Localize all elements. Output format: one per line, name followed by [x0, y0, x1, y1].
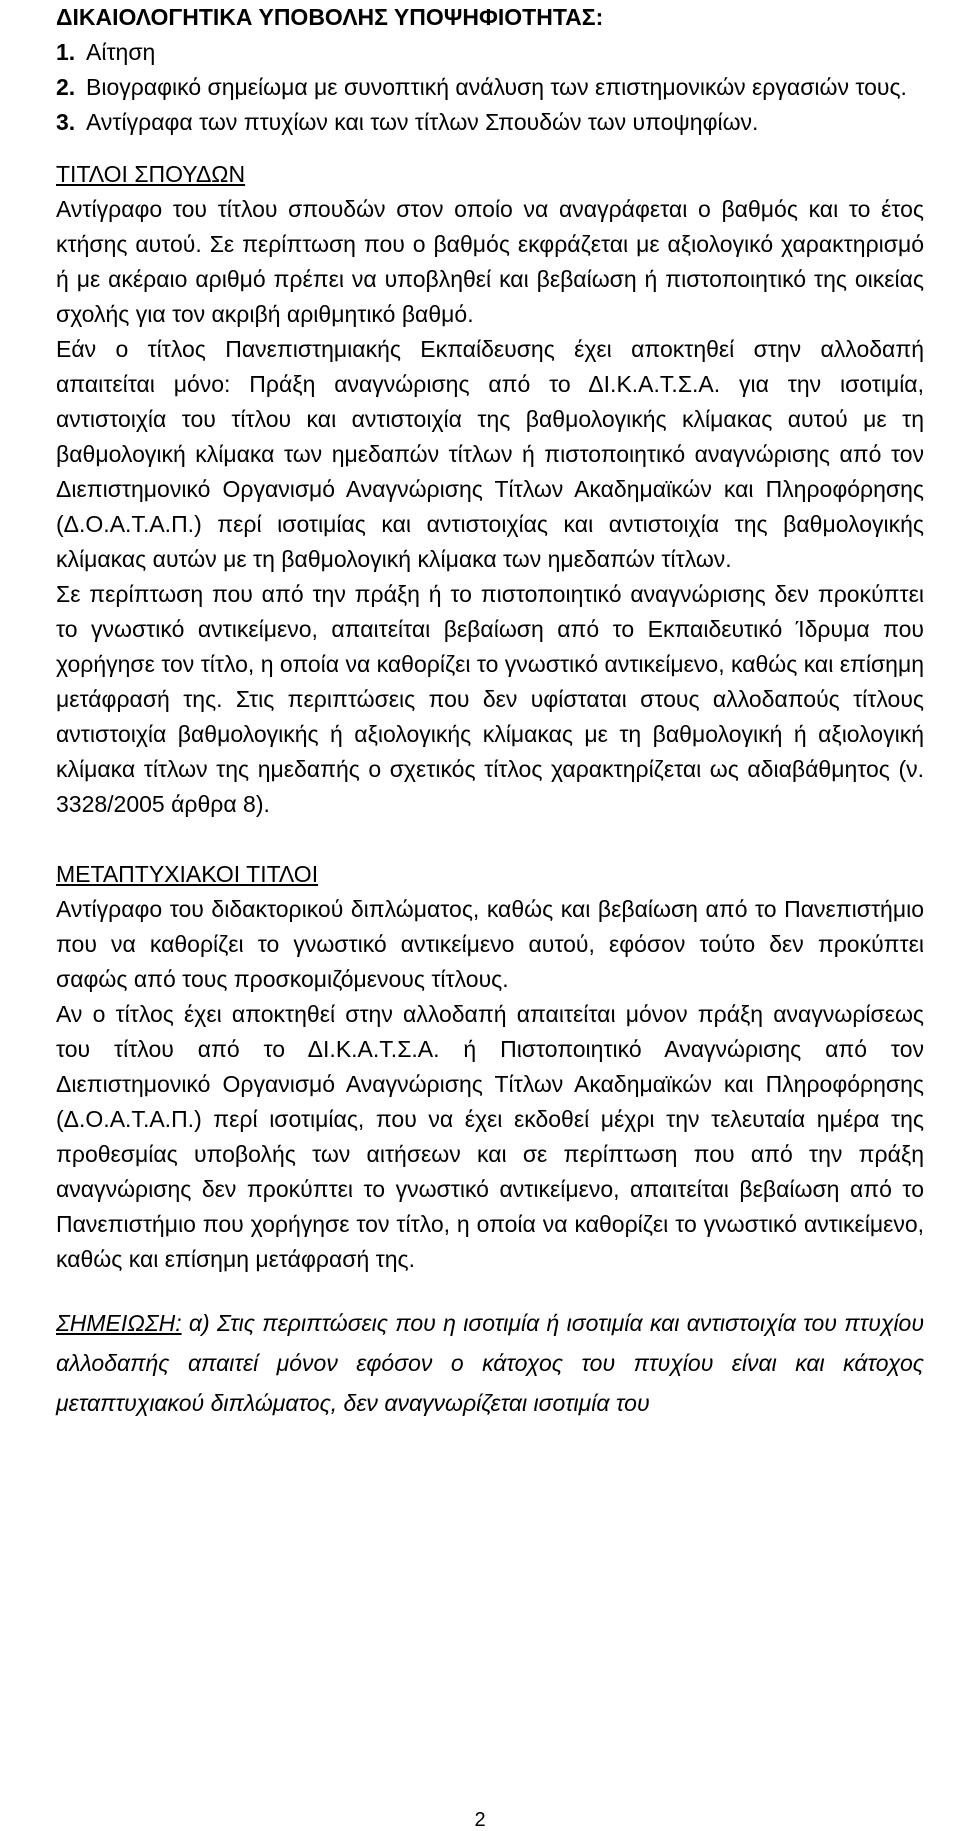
- list-item-text: Αντίγραφα των πτυχίων και των τίτλων Σπουδών των υποψηφίων.: [86, 109, 759, 135]
- note-label: ΣΗΜΕΙΩΣΗ:: [56, 1310, 182, 1336]
- paragraph: Σε περίπτωση που από την πράξη ή το πιστοποιητικό αναγνώρισης δεν προκύπτει το γνωστικό αντικείμενο, απαιτείται βεβαίωση από το Εκπαιδευτικό Ίδρυμα που χορήγησε τον τίτλο, η οποία να καθορίζει το γνωστικό αντικείμενο, καθώς και επίσημη μετάφρασή της. Στις περιπτώσεις που δεν υφίσταται στους αλλοδαπούς τίτλους αντιστοιχία βαθμολογικής ή αξιολογικής κλίμακας με τη βαθμολογική ή αξιολογική κλίμακα τίτλων της ημεδαπής ο σχετικός τίτλος χαρακτηρίζεται ως αδιαβάθμητος (ν. 3328/2005 άρθρα 8).: [56, 581, 924, 817]
- note-text: α) Στις περιπτώσεις που η ισοτιμία ή ισοτιμία και αντιστοιχία του πτυχίου αλλοδαπής απαιτεί μόνον εφόσον ο κάτοχος του πτυχίου είναι και κάτοχος μεταπτυχιακού διπλώματος, δεν αναγνωρίζεται ισοτιμία του: [56, 1310, 924, 1416]
- requirements-list: [56, 35, 924, 140]
- page-number: 2: [474, 1809, 486, 1831]
- paragraph: Εάν ο τίτλος Πανεπιστημιακής Εκπαίδευσης έχει αποκτηθεί στην αλλοδαπή απαιτείται μόνο: Πράξη αναγνώρισης από το ΔΙ.Κ.Α.Τ.Σ.Α. για την ισοτιμία, αντιστοιχία του τίτλου και αντιστοιχία της βαθμολογικής κλίμακας αυτού με τη βαθμολογική κλίμακα των ημεδαπών τίτλων ή πιστοποιητικό αναγνώρισης από τον Διεπιστημονικό Οργανισμό Αναγνώρισης Τίτλων Ακαδημαϊκών και Πληροφόρησης (Δ.Ο.Α.Τ.Α.Π.) περί ισοτιμίας και αντιστοιχίας και αντιστοιχία της βαθμολογικής κλίμακας αυτών με τη βαθμολογική κλίμακα των ημεδαπών τίτλων.: [56, 336, 924, 572]
- list-item-text: Βιογραφικό σημείωμα με συνοπτική ανάλυση των επιστημονικών εργασιών τους.: [86, 74, 907, 100]
- document-page: [56, 0, 924, 1446]
- section-title-degrees: ΤΙΤΛΟΙ ΣΠΟΥΔΩΝ: [56, 161, 246, 187]
- paragraph: Αν ο τίτλος έχει αποκτηθεί στην αλλοδαπή απαιτείται μόνον πράξη αναγνωρίσεως του τίτλου από το ΔΙ.Κ.Α.Τ.Σ.Α. ή Πιστοποιητικό Αναγνώρισης από τον Διεπιστημονικό Οργανισμό Αναγνώρισης Τίτλων Ακαδημαϊκών και Πληροφόρησης (Δ.Ο.Α.Τ.Α.Π.) περί ισοτιμίας, που να έχει εκδοθεί μέχρι την τελευταία ημέρα της προθεσμίας υποβολής των αιτήσεων και σε περίπτωση που από την πράξη αναγνώρισης δεν προκύπτει το γνωστικό αντικείμενο, απαιτείται βεβαίωση από το Πανεπιστήμιο που χορήγησε τον τίτλο, η οποία να καθορίζει το γνωστικό αντικείμενο, καθώς και επίσημη μετάφρασή της.: [56, 1001, 924, 1272]
- document-heading: ΔΙΚΑΙΟΛΟΓΗΤΙΚΑ ΥΠΟΒΟΛΗΣ ΥΠΟΨΗΦΙΟΤΗΤΑΣ:: [56, 4, 604, 30]
- list-item-number: 2.: [56, 74, 76, 100]
- list-item: [56, 35, 924, 70]
- list-item: [56, 70, 924, 105]
- list-item-number: 1.: [56, 39, 76, 65]
- paragraph: Αντίγραφο του τίτλου σπουδών στον οποίο να αναγράφεται ο βαθμός και το έτος κτήσης αυτού. Σε περίπτωση που ο βαθμός εκφράζεται με αξιολογικό χαρακτηρισμό ή με ακέραιο αριθμό πρέπει να υποβληθεί και βεβαίωση ή πιστοποιητικό της οικείας σχολής για τον ακριβή αριθμητικό βαθμό.: [56, 196, 924, 327]
- section-title-postgraduate: ΜΕΤΑΠΤΥΧΙΑΚΟΙ ΤΙΤΛΟΙ: [56, 861, 319, 887]
- list-item-number: 3.: [56, 109, 76, 135]
- list-item-text: Αίτηση: [86, 39, 156, 65]
- note-paragraph: [56, 1303, 924, 1423]
- list-item: [56, 105, 924, 140]
- paragraph: Αντίγραφο του διδακτορικού διπλώματος, καθώς και βεβαίωση από το Πανεπιστήμιο που να καθορίζει το γνωστικό αντικείμενο αυτού, εφόσον τούτο δεν προκύπτει σαφώς από τους προσκομιζόμενους τίτλους.: [56, 896, 924, 992]
